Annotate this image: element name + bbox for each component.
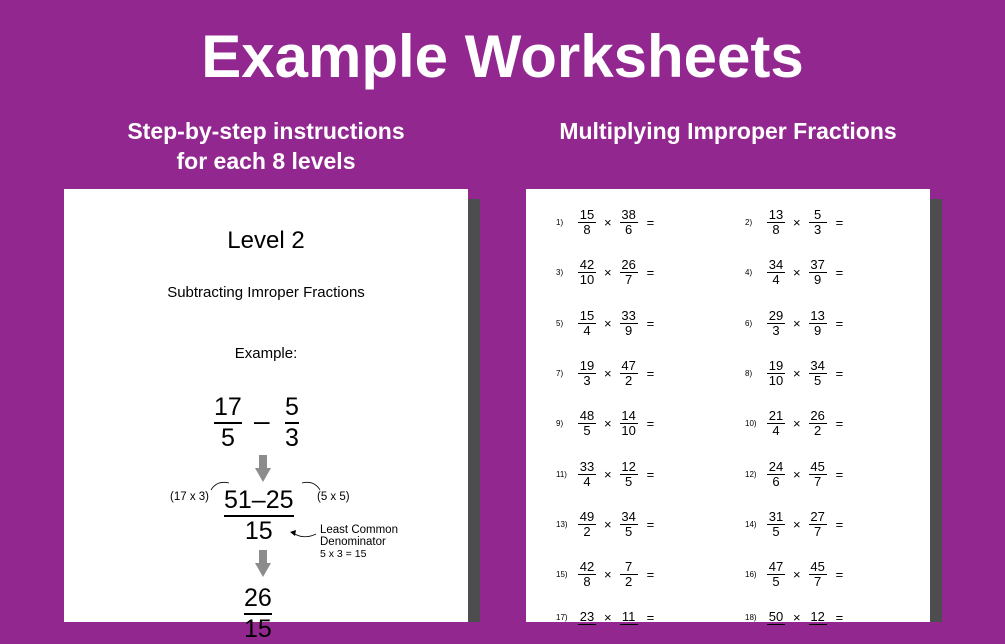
numerator: 42 [579, 559, 595, 575]
numerator: 37 [810, 257, 825, 273]
denominator: 9 [813, 272, 822, 288]
level-title: Level 2 [227, 227, 305, 254]
fraction [620, 409, 638, 438]
problem-item [556, 258, 654, 287]
fraction [620, 208, 638, 237]
problem-item [745, 510, 843, 539]
topic-text: Subtracting Imroper Fractions [167, 284, 365, 301]
numerator: 49 [579, 508, 595, 524]
times-sign: × [604, 610, 612, 626]
times-sign: × [604, 466, 612, 482]
numerator: 42 [579, 257, 595, 273]
equals-sign: = [646, 365, 655, 381]
denominator: 6 [772, 473, 780, 489]
minus-sign: – [254, 405, 270, 436]
numerator: 23 [579, 609, 595, 625]
times-sign: × [793, 567, 801, 583]
problem-item [556, 409, 654, 438]
times-sign: × [604, 215, 612, 230]
left-worksheet [64, 189, 468, 643]
times-sign: × [793, 215, 801, 230]
page-title: Example Worksheets [201, 23, 804, 90]
times-sign: × [793, 315, 801, 331]
fraction [809, 460, 827, 489]
problem-number: 8) [745, 368, 753, 378]
left-subtitle [64, 116, 468, 176]
numerator: 17 [214, 393, 242, 421]
fraction [578, 460, 596, 489]
right-subtitle: Multiplying Improper Fractions [559, 118, 897, 144]
numerator: 45 [810, 458, 825, 474]
equals-sign: = [646, 466, 655, 482]
times-sign: × [604, 365, 612, 381]
equals-sign: = [646, 215, 655, 230]
problem-number: 4) [745, 268, 753, 278]
problem-item [745, 208, 843, 237]
numerator: 45 [810, 559, 825, 575]
example-fraction-1 [214, 393, 242, 453]
lcd-line2: Denominator [320, 536, 386, 548]
numerator: 21 [768, 408, 784, 424]
denominator: 10 [579, 272, 595, 288]
equals-sign: = [835, 516, 844, 532]
problem-item [556, 510, 654, 539]
equals-sign: = [835, 215, 844, 230]
numerator: 7 [624, 559, 633, 575]
numerator: 34 [810, 357, 825, 373]
pointer-arrow-icon [288, 526, 318, 540]
equals-sign: = [646, 416, 655, 432]
denominator: 2 [624, 372, 633, 388]
fraction [578, 409, 596, 438]
equals-sign: = [646, 567, 655, 583]
denominator: 3 [813, 222, 822, 237]
fraction [620, 309, 638, 338]
problem-number: 10) [745, 419, 757, 429]
numerator: 11 [621, 609, 636, 625]
problem-number: 3) [556, 268, 564, 278]
numerator: 13 [810, 307, 825, 323]
denominator: 5 [583, 423, 591, 439]
down-arrow-icon [255, 455, 271, 483]
numerator: 12 [621, 458, 636, 474]
equals-sign: = [646, 610, 655, 626]
problem-item [745, 309, 843, 338]
equals-sign: = [646, 315, 655, 331]
denominator: 5 [813, 372, 822, 388]
numerator: 34 [621, 508, 636, 524]
problem-item [556, 208, 654, 237]
fraction [578, 510, 596, 539]
numerator: 31 [768, 508, 784, 524]
numerator: 15 [579, 207, 595, 222]
numerator: 33 [621, 307, 636, 323]
fraction [620, 258, 638, 287]
problem-number: 2) [745, 218, 753, 227]
denominator: 4 [772, 423, 780, 439]
fraction [578, 560, 596, 589]
times-sign: × [793, 365, 801, 381]
numerator: 50 [768, 609, 784, 625]
problem-number: 1) [556, 218, 564, 227]
right-worksheet [526, 189, 930, 626]
equals-sign: = [835, 610, 844, 626]
numerator: 48 [579, 408, 595, 424]
problem-item [745, 610, 843, 625]
step-note-left: (17 x 3) [170, 491, 209, 503]
problem-number: 17) [556, 613, 568, 623]
problem-item [556, 309, 654, 338]
times-sign: × [793, 265, 801, 281]
left-sheet-shadow [468, 199, 480, 622]
equals-sign: = [835, 466, 844, 482]
numerator: 12 [810, 609, 825, 625]
denominator: 7 [813, 523, 822, 539]
problem-number: 12) [745, 469, 757, 479]
curve-right-icon [300, 478, 322, 492]
problem-item [745, 560, 843, 589]
problem-number: 11) [556, 469, 567, 479]
numerator: 19 [768, 357, 784, 373]
fraction [620, 510, 638, 539]
equals-sign: = [646, 516, 655, 532]
problem-item [745, 409, 843, 438]
fraction [767, 258, 785, 287]
times-sign: × [604, 567, 612, 583]
equals-sign: = [646, 265, 655, 281]
fraction [578, 309, 596, 338]
lcd-line3: 5 x 3 = 15 [320, 548, 367, 560]
problem-item [556, 359, 654, 388]
denominator: 5 [220, 424, 235, 452]
problem-item [745, 460, 843, 489]
denominator: 7 [813, 574, 822, 590]
fraction [809, 409, 827, 438]
fraction [809, 309, 827, 338]
fraction [620, 560, 638, 589]
times-sign: × [793, 466, 801, 482]
problem-item [556, 610, 654, 625]
denominator: 15 [244, 615, 272, 643]
problem-number: 15) [556, 570, 568, 580]
numerator: 34 [768, 257, 784, 273]
numerator: 29 [768, 307, 784, 323]
times-sign: × [793, 416, 801, 432]
denominator: 3 [772, 322, 780, 338]
problem-number: 18) [745, 613, 757, 623]
fraction [809, 560, 827, 589]
denominator: 5 [624, 523, 633, 539]
lcd-note [320, 524, 398, 560]
example-fraction-2 [285, 393, 299, 453]
fraction [620, 610, 638, 625]
problem-number: 7) [556, 368, 564, 378]
denominator: 8 [583, 574, 591, 590]
numerator: 47 [621, 357, 636, 373]
fraction [767, 208, 785, 237]
numerator: 5 [813, 207, 822, 222]
fraction [578, 258, 596, 287]
denominator: 9 [813, 322, 822, 338]
denominator: 2 [813, 423, 822, 439]
fraction [809, 510, 827, 539]
denominator: 5 [772, 574, 780, 590]
denominator: 10 [768, 372, 784, 388]
times-sign: × [793, 516, 801, 532]
combined-fraction [224, 486, 294, 546]
numerator: 26 [244, 584, 272, 612]
denominator: 4 [583, 473, 591, 489]
times-sign: × [604, 516, 612, 532]
times-sign: × [604, 315, 612, 331]
problem-item [556, 560, 654, 589]
numerator: 47 [768, 559, 784, 575]
problem-item [745, 359, 843, 388]
numerator: 5 [285, 393, 299, 421]
problem-item [556, 460, 654, 489]
fraction [767, 610, 785, 625]
fraction [620, 460, 638, 489]
fraction [809, 208, 827, 237]
fraction [767, 460, 785, 489]
problem-number: 13) [556, 519, 568, 529]
numerator: 26 [621, 257, 636, 273]
equals-sign: = [835, 315, 844, 331]
left-subtitle-line1: Step-by-step instructions [127, 118, 405, 144]
equals-sign: = [835, 416, 844, 432]
denominator: 9 [624, 322, 633, 338]
denominator: 5 [772, 523, 780, 539]
denominator: 2 [583, 523, 591, 539]
numerator: 13 [768, 207, 784, 222]
times-sign: × [604, 265, 612, 281]
example-label: Example: [234, 345, 298, 362]
denominator: 3 [583, 372, 591, 388]
numerator: 27 [810, 508, 825, 524]
numerator: 26 [810, 408, 825, 424]
fraction [809, 359, 827, 388]
fraction [767, 409, 785, 438]
equals-sign: = [835, 265, 844, 281]
problem-number: 16) [745, 570, 757, 580]
numerator: 24 [768, 458, 784, 474]
denominator: 8 [772, 222, 780, 237]
denominator: 7 [624, 272, 633, 288]
numerator: 38 [621, 207, 636, 222]
denominator: 2 [624, 574, 633, 590]
problem-number: 9) [556, 419, 564, 429]
denominator: 7 [813, 473, 822, 489]
denominator: 3 [285, 424, 299, 452]
numerator: 15 [579, 307, 595, 323]
problem-number: 5) [556, 318, 564, 328]
right-sheet-shadow [930, 199, 942, 622]
denominator: 6 [624, 222, 633, 237]
fraction [578, 208, 596, 237]
problem-number: 14) [745, 519, 757, 529]
numerator: 19 [579, 357, 595, 373]
numerator: 14 [621, 408, 636, 424]
step-note-right: (5 x 5) [317, 491, 350, 503]
times-sign: × [604, 416, 612, 432]
denominator: 8 [583, 222, 591, 237]
fraction [767, 359, 785, 388]
fraction [767, 510, 785, 539]
denominator: 10 [621, 423, 636, 439]
down-arrow-icon [255, 550, 271, 578]
denominator: 5 [624, 473, 633, 489]
fraction [578, 610, 596, 625]
denominator: 4 [583, 322, 591, 338]
fraction [767, 309, 785, 338]
numerator: 51–25 [224, 486, 294, 514]
fraction [578, 359, 596, 388]
numerator: 33 [579, 458, 595, 474]
fraction [620, 359, 638, 388]
denominator: 15 [244, 517, 273, 545]
denominator: 4 [772, 272, 780, 288]
times-sign: × [793, 610, 801, 626]
problem-number: 6) [745, 318, 753, 328]
result-fraction [244, 584, 272, 644]
fraction [767, 560, 785, 589]
left-subtitle-line2: for each 8 levels [176, 148, 356, 174]
equals-sign: = [835, 567, 844, 583]
fraction [809, 258, 827, 287]
equals-sign: = [835, 365, 844, 381]
lcd-line1: Least Common [320, 524, 398, 536]
problem-item [745, 258, 843, 287]
fraction [809, 610, 827, 625]
